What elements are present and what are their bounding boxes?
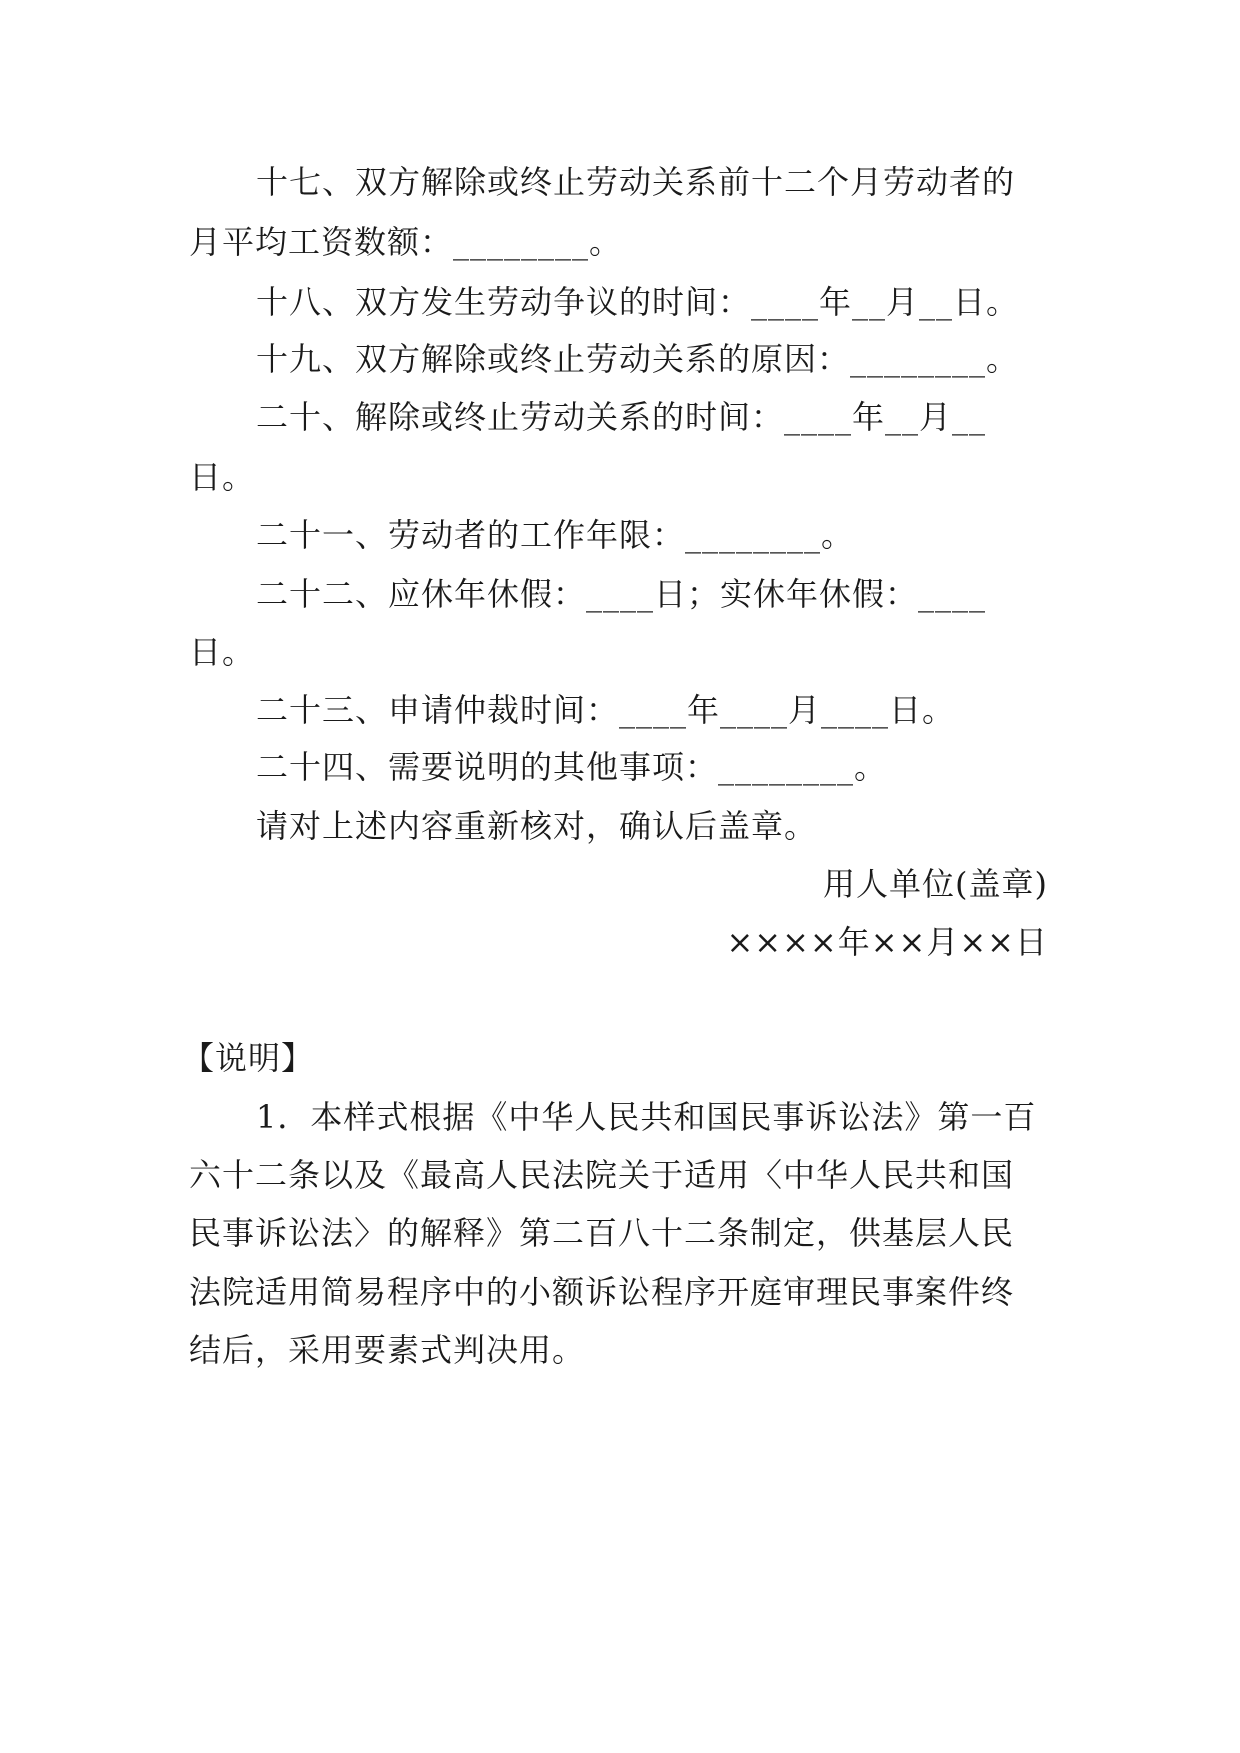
item-19: 十九、双方解除或终止劳动关系的原因：________。 bbox=[256, 340, 1020, 378]
item-17-line-2: 月平均工资数额：________。 bbox=[189, 223, 623, 261]
note-1-line-1: 1．本样式根据《中华人民共和国民事诉讼法》第一百 bbox=[256, 1098, 1037, 1136]
item-20-line-2: 日。 bbox=[189, 458, 256, 496]
item-21: 二十一、劳动者的工作年限：________。 bbox=[256, 516, 855, 554]
item-22-line-2: 日。 bbox=[189, 633, 256, 671]
note-1-line-4: 法院适用简易程序中的小额诉讼程序开庭审理民事案件终 bbox=[189, 1273, 1015, 1311]
item-24: 二十四、需要说明的其他事项：________。 bbox=[256, 748, 888, 786]
notes-heading: 【说明】 bbox=[182, 1039, 315, 1077]
signature-unit: 用人单位(盖章) bbox=[823, 865, 1048, 903]
note-1-line-2: 六十二条以及《最高人民法院关于适用〈中华人民共和国 bbox=[189, 1156, 1015, 1194]
item-20-line-1: 二十、解除或终止劳动关系的时间：____年__月__ bbox=[256, 398, 987, 436]
note-1-line-3: 民事诉讼法〉的解释》第二百八十二条制定，供基层人民 bbox=[189, 1214, 1015, 1252]
item-22-line-1: 二十二、应休年休假：____日；实休年休假：____ bbox=[256, 575, 987, 613]
signature-date: ××××年××月××日 bbox=[726, 923, 1048, 961]
confirm-text: 请对上述内容重新核对，确认后盖章。 bbox=[256, 807, 818, 845]
item-18: 十八、双方发生劳动争议的时间：____年__月__日。 bbox=[256, 283, 1020, 321]
item-17-line-1: 十七、双方解除或终止劳动关系前十二个月劳动者的 bbox=[256, 163, 1016, 201]
item-23: 二十三、申请仲裁时间：____年____月____日。 bbox=[256, 691, 956, 729]
note-1-line-5: 结后，采用要素式判决用。 bbox=[189, 1331, 586, 1369]
